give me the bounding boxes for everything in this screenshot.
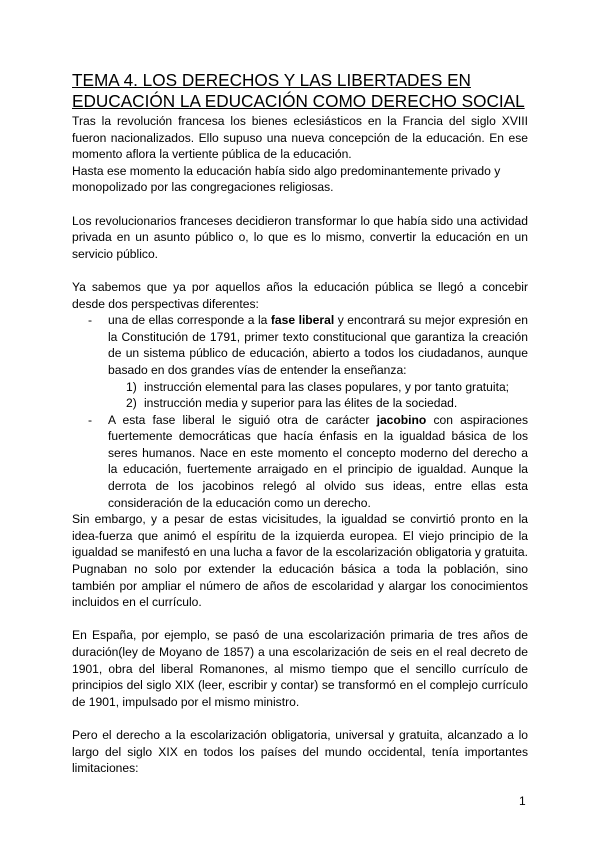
title-line-2: EDUCACIÓN LA EDUCACIÓN COMO DERECHO SOCIAL xyxy=(72,91,525,111)
list-item-liberal: - una de ellas corresponde a la fase liberal y encontrará su mejor expresión en la Constitución de 1791, primer texto constitucional que garantiza la creación de un sistema público de educación, abierto a todos los ciudadanos, aunque basado en dos grandes vías de entender la enseñanza: xyxy=(88,313,528,377)
paragraph-1: Tras la revolución francesa los bienes eclesiásticos en la Francia del siglo XVIII fueron nacionalizados. Ello supuso una nueva concepción de la educación. En ese momento aflora la vertiente pública de la educación. xyxy=(72,114,528,162)
paragraph-4: Sin embargo, y a pesar de estas vicisitudes, la igualdad se convirtió pronto en la idea-fuerza que animó el espíritu de la izquierda europea. El viejo principio de la igualdad se manifestó en una lucha a favor de la escolarización obligatoria y gratuita. Pugnaban no solo por extender la educación básica a toda la población, sino también por ampliar el número de años de escolaridad y alargar los conocimientos incluidos en el currículo. xyxy=(72,512,528,610)
paragraph-3: Ya sabemos que ya por aquellos años la educación pública se llegó a concebir desde dos perspectivas diferentes: xyxy=(72,279,528,311)
document-page xyxy=(72,70,528,777)
paragraph-5: En España, por ejemplo, se pasó de una escolarización primaria de tres años de duración(ley de Moyano de 1857) a una escolarización de seis en el real decreto de 1901, obra del liberal Romanones, al mismo tiempo que el sencillo currículo de principios del siglo XIX (leer, escribir y contar) se transformó en el complejo currículo de 1901, impulsado por el mismo ministro. xyxy=(72,628,528,709)
bullet-dash: - xyxy=(88,313,93,328)
bullet-dash: - xyxy=(88,412,93,427)
list-item-jacobino: - A esta fase liberal le siguió otra de carácter jacobino con aspiraciones fuertemente democráticas que hacía énfasis en la igualdad básica de los seres humanos. Nace en este momento el concepto moderno del derecho a la educación, fuertemente arraigado en el principio de igualdad. Aunque la derrota de los jacobinos relegó al olvido sus ideas, entre ellas esta consideración de la educación como un derecho. xyxy=(88,412,528,510)
bold-term-jacobino: jacobino xyxy=(376,412,427,427)
page-number: 1 xyxy=(519,794,526,808)
paragraph-2: Los revolucionarios franceses decidieron transformar lo que había sido una actividad privada en un asunto público o, lo que es lo mismo, convertir la educación en un servicio público. xyxy=(72,213,528,261)
title-line-1: TEMA 4. LOS DERECHOS Y LAS LIBERTADES EN xyxy=(72,70,471,90)
paragraph-1b: Hasta ese momento la educación había sido algo predominantemente privado y monopolizado por las congregaciones religiosas. xyxy=(72,163,501,195)
paragraph-6: Pero el derecho a la escolarización obligatoria, universal y gratuita, alcanzado a lo largo del siglo XIX en todos los países del mundo occidental, tenía importantes limitaciones: xyxy=(72,727,528,776)
bold-term-fase-liberal: fase liberal xyxy=(270,313,335,328)
sub-list-item: 2) instrucción media y superior para las élites de la sociedad. xyxy=(126,396,458,411)
page-title xyxy=(72,70,528,112)
sub-list-item: 1) instrucción elemental para las clases populares, y por tanto gratuita; xyxy=(126,379,510,394)
